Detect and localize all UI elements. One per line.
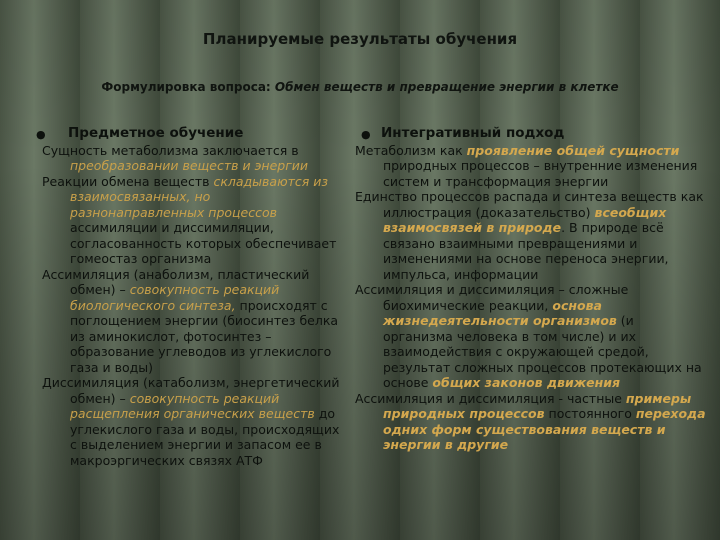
right-paragraph-2: Единство процессов распада и синтеза веществ как иллюстрация (доказательство) всеобщих взаимосвязей в природе. В природе всё связано взаимными превращениями и изменениями на основе переноса энергии, импульса, информации [355,189,704,282]
left-paragraph-4: Диссимиляция (катаболизм, энергетический обмен) – совокупность реакций расщепления органических веществ до углекислого газа и воды, происходящих с выделением энергии и запасом ее в макроэргических связях АТФ [42,375,340,468]
question-label: Формулировка вопроса: [101,80,271,94]
right-paragraph-1: Метаболизм как проявление общей сущности природных процессов – внутренние изменения систем и трансформация энергии [355,142,698,189]
integrative-approach-heading: ● Интегративный подход [361,125,565,141]
right-paragraph-3: Ассимиляция и диссимиляция – сложные биохимические реакции, основа жизнедеятельности организмов (и организма человека в том числе) и их взаимодействия с окружающей средой, результат сложных процессов протекающих на основе общих законов движения [355,282,702,390]
left-paragraph-1: Сущность метаболизма заключается в преобразовании веществ и энергии [42,142,309,173]
subject-learning-column [36,125,348,468]
bullet-icon: ● [36,128,46,141]
integrative-approach-column [355,126,707,453]
subject-learning-heading: ● Предметное обучение [36,125,244,141]
slide-title: Планируемые результаты обучения [202,30,518,48]
bullet-icon: ● [361,128,371,141]
question-topic: Обмен веществ и превращение энергии в клетке [274,80,619,94]
left-paragraph-2: Реакции обмена веществ складываются из взаимосвязанных, но разнонаправленных процессов ассимиляции и диссимиляции, согласованность которых обеспечивает гомеостаз организма [42,173,337,266]
question-line [0,80,720,94]
left-paragraph-3: Ассимиляция (анаболизм, пластический обмен) – совокупность реакций биологического синтеза, происходят с поглощением энергии (биосинтез белка из аминокислот, фотосинтез – образование углеводов из углекислого газа и воды) [42,266,339,375]
right-paragraph-4: Ассимиляция и диссимиляция - частные примеры природных процессов постоянного перехода одних форм существования веществ и энергии в другие [355,390,706,452]
